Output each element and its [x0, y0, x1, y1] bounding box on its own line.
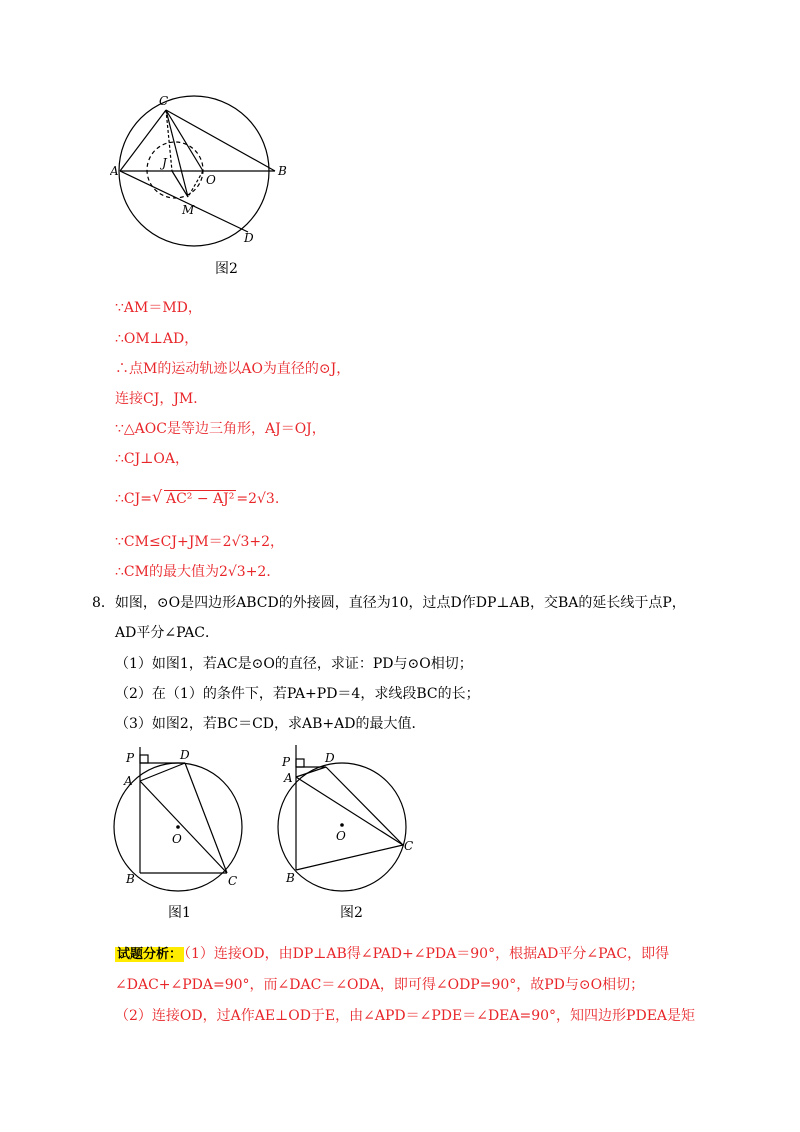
right-angle-mark: [140, 755, 148, 763]
cj-prefix: ∴CJ=: [115, 491, 152, 507]
label-j: J: [162, 156, 167, 170]
solution-line-3: ∴点M的运动轨迹以AO为直径的⊙J，: [115, 361, 351, 377]
analysis-text-1: （1）连接OD，由DP⊥AB得∠PAD+∠PDA＝90°，根据AD平分∠PAC，即得: [184, 946, 670, 962]
analysis-line-3: （2）连接OD，过A作AE⊥OD于E，由∠APD＝∠PDE＝∠DEA=90°，知四边形PDEA是矩: [115, 1008, 696, 1024]
segment-jm: [172, 171, 188, 197]
fig1-label-a: A: [124, 774, 133, 788]
fig1-label-d: D: [180, 748, 190, 762]
problem-q1: （1）如图1，若AC是⊙O的直径，求证：PD与⊙O相切；: [115, 656, 473, 672]
segment-bc-2: [296, 845, 403, 870]
segment-ac-2: [296, 777, 403, 845]
solution-line-7: ∵CM≤CJ+JM＝2√3+2，: [115, 534, 285, 550]
solution-line-6: ∴CJ⊥OA，: [115, 451, 189, 467]
solution-line-1: ∵AM＝MD，: [115, 300, 202, 316]
analysis-line-2: ∠DAC+∠PDA=90°，而∠DAC＝∠ODA，即可得∠ODP=90°，故PD与⊙O相切；: [115, 977, 645, 993]
solution-line-4: 连接CJ，JM．: [115, 391, 208, 407]
caption-fig2: 图2: [340, 905, 363, 921]
figure-top: [110, 90, 310, 250]
analysis-tag: 试题分析：: [117, 947, 183, 962]
caption-top: 图2: [215, 261, 238, 277]
fig1-label-c: C: [228, 874, 238, 888]
fig2-label-a: A: [284, 771, 293, 785]
segment-om: [188, 171, 203, 197]
segment-ac-1: [140, 781, 227, 873]
fig1-label-o: O: [172, 832, 182, 846]
segment-ad-1: [140, 763, 185, 781]
solution-line-5: ∵△AOC是等边三角形，AJ＝OJ，: [115, 421, 326, 437]
problem-q2: （2）在（1）的条件下，若PA+PD＝4，求线段BC的长；: [115, 686, 480, 702]
sqrt-radical: √ AC² − AJ²: [151, 487, 235, 507]
right-angle-mark-2: [296, 759, 304, 767]
caption-fig1: 图1: [168, 905, 191, 921]
segment-ac: [120, 110, 166, 171]
fig2-label-b: B: [286, 871, 295, 885]
fig2-label-p: P: [282, 755, 291, 769]
analysis-line-1: [115, 944, 669, 965]
problem-q3: （3）如图2，若BC＝CD，求AB+AD的最大值．: [115, 716, 426, 732]
solution-line-2: ∴OM⊥AD，: [115, 331, 199, 347]
fig2-label-d: D: [325, 751, 335, 765]
label-m: M: [182, 203, 195, 217]
label-d: D: [244, 231, 254, 245]
label-b: B: [278, 164, 287, 178]
fig1-label-b: B: [126, 872, 135, 886]
segment-ad-2: [296, 767, 326, 777]
fig2-label-o: O: [336, 829, 346, 843]
fig1-label-p: P: [126, 751, 135, 765]
solution-cj-formula: [115, 489, 279, 509]
fig2-label-c: C: [404, 839, 414, 853]
cj-radicand: AC² − AJ²: [165, 491, 235, 507]
center-dot-1: [176, 825, 180, 829]
solution-line-8: ∴CM的最大值为2√3+2．: [115, 564, 281, 580]
label-o: O: [206, 173, 216, 187]
figure-2: [276, 745, 436, 895]
dashed-circle-j: [147, 142, 203, 198]
circle-o-fig2: [278, 763, 406, 891]
label-a: A: [110, 164, 119, 178]
segment-cm: [166, 110, 188, 197]
problem-stem-2: AD平分∠PAC．: [115, 625, 220, 641]
segment-cb: [166, 110, 275, 171]
problem-stem-1: 8．如图，⊙O是四边形ABCD的外接圆，直径为10，过点D作DP⊥AB，交BA的延长线于点P，: [92, 595, 686, 611]
cj-suffix: =2√3.: [236, 491, 280, 507]
label-c: C: [159, 94, 169, 108]
figure-1: [110, 745, 270, 895]
center-dot-2: [340, 823, 344, 827]
